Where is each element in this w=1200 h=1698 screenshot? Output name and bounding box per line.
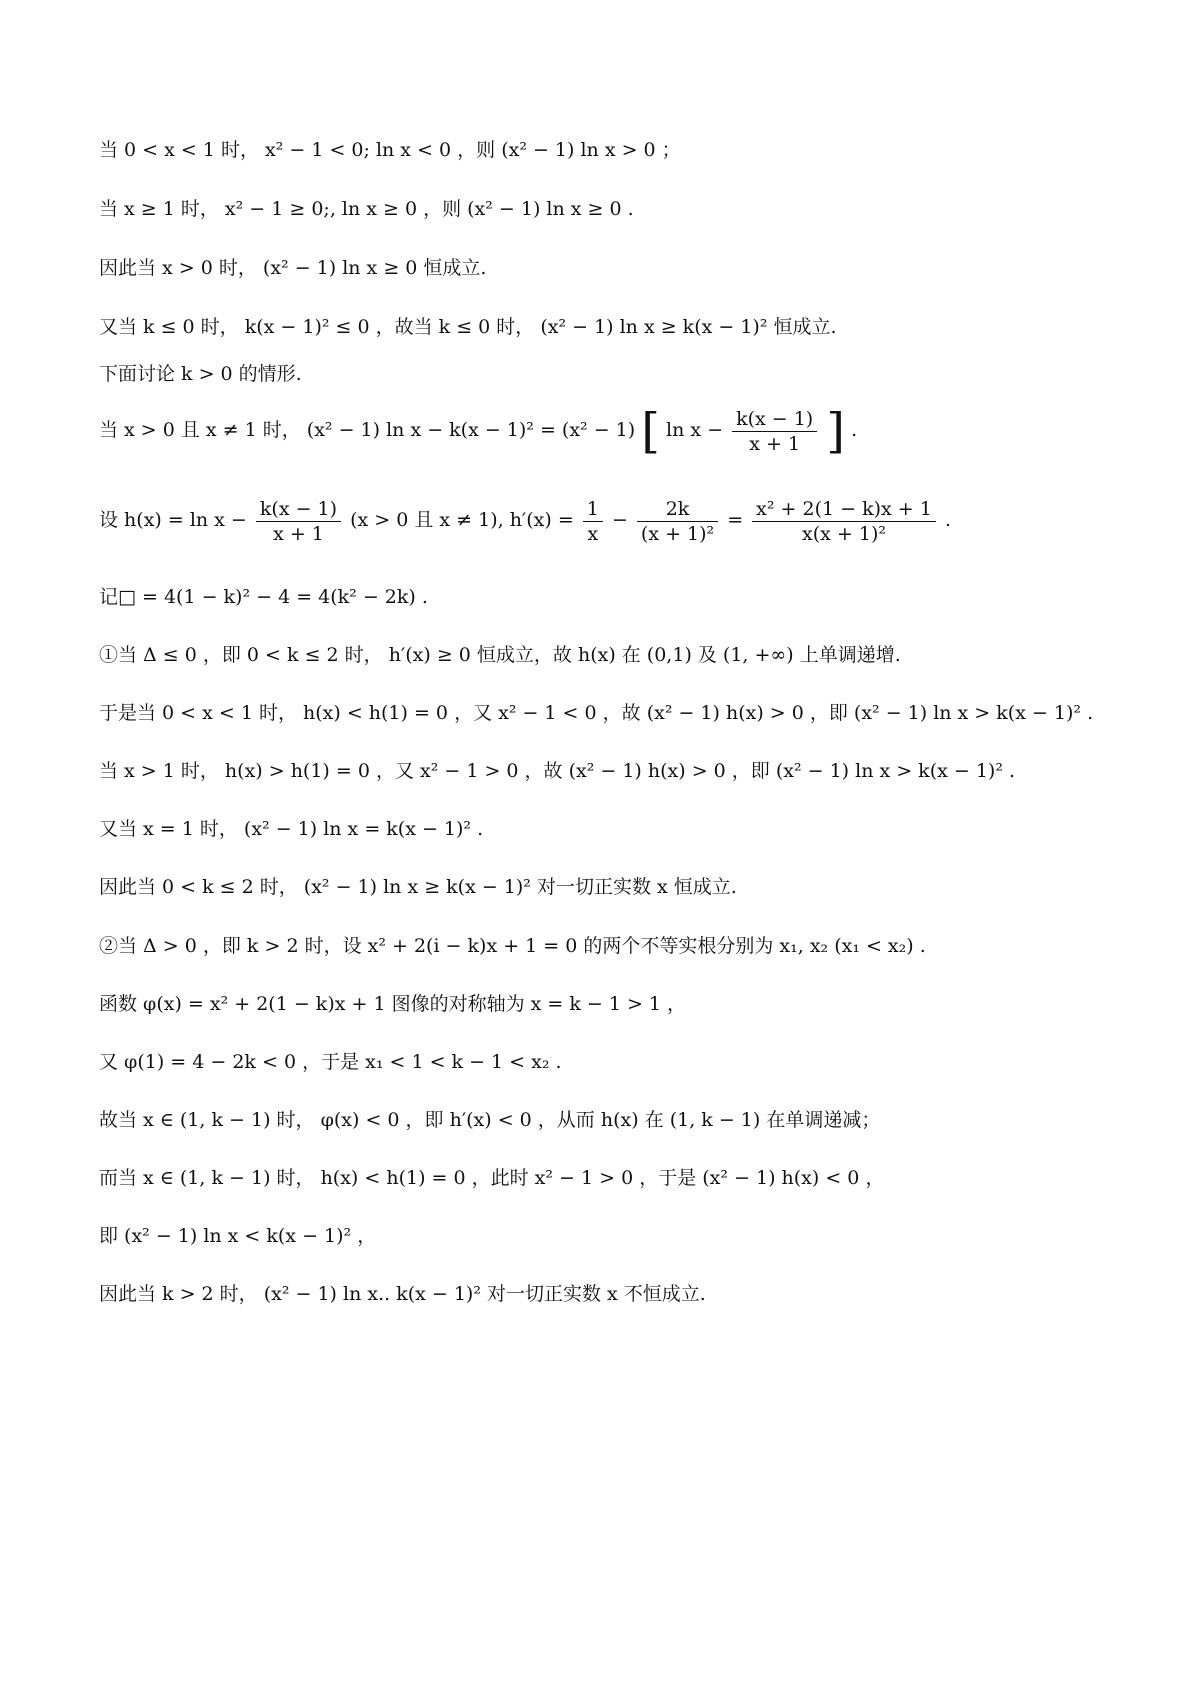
text-line-9: ①当 Δ ≤ 0 ，即 0 < k ≤ 2 时， h′(x) ≥ 0 恒成立，故 h(x) 在 (0,1) 及 (1, +∞) 上单调递增. — [99, 644, 901, 666]
line7-pre: 设 h(x) = ln x − — [99, 509, 247, 531]
line7-minus: − — [611, 509, 628, 531]
text-line-7 — [99, 490, 951, 550]
text-line-5: 下面讨论 k > 0 的情形. — [99, 363, 302, 385]
text-line-16: 又 φ(1) = 4 − 2k < 0 ，于是 x₁ < 1 < k − 1 < x₂ . — [99, 1051, 562, 1073]
text-line-13: 因此当 0 < k ≤ 2 时， (x² − 1) ln x ≥ k(x − 1)² 对一切正实数 x 恒成立. — [99, 876, 737, 898]
line7-mid: (x > 0 且 x ≠ 1), h′(x) = — [350, 509, 574, 531]
fraction-3 — [637, 497, 718, 546]
right-bracket: ] — [826, 403, 846, 459]
line7-post: . — [944, 509, 951, 531]
text-line-18: 而当 x ∈ (1, k − 1) 时， h(x) < h(1) = 0 ，此时 x² − 1 > 0 ，于是 (x² − 1) h(x) < 0 ， — [99, 1167, 885, 1189]
fraction-3-denominator: (x + 1)² — [640, 522, 715, 545]
fraction-4 — [752, 497, 936, 546]
text-line-2: 当 x ≥ 1 时， x² − 1 ≥ 0;, ln x ≥ 0 ，则 (x² − 1) ln x ≥ 0 . — [99, 198, 634, 220]
text-line-15: 函数 φ(x) = x² + 2(1 − k)x + 1 图像的对称轴为 x = k − 1 > 1 ， — [99, 993, 687, 1015]
fraction-2-numerator: 1 — [583, 497, 603, 522]
left-bracket: [ — [641, 403, 660, 459]
text-line-19: 即 (x² − 1) ln x < k(x − 1)² ， — [99, 1225, 377, 1247]
text-line-3: 因此当 x > 0 时， (x² − 1) ln x ≥ 0 恒成立. — [99, 257, 487, 279]
fraction-1-numerator: k(x − 1) — [256, 497, 341, 522]
text-line-20: 因此当 k > 2 时， (x² − 1) ln x.. k(x − 1)² 对一切正实数 x 不恒成立. — [99, 1283, 706, 1305]
text-line-10: 于是当 0 < x < 1 时， h(x) < h(1) = 0 ，又 x² − 1 < 0 ，故 (x² − 1) h(x) > 0 ，即 (x² − 1) ln x > k(x − 1)² . — [99, 702, 1094, 724]
text-line-11: 当 x > 1 时， h(x) > h(1) = 0 ，又 x² − 1 > 0 ，故 (x² − 1) h(x) > 0 ，即 (x² − 1) ln x > k(x − 1)² . — [99, 760, 1016, 782]
text-line-14: ②当 Δ > 0 ，即 k > 2 时，设 x² + 2(i − k)x + 1 = 0 的两个不等实根分别为 x₁, x₂ (x₁ < x₂) . — [99, 935, 926, 957]
fraction-2-denominator: x — [587, 522, 599, 545]
fraction-denominator: x + 1 — [749, 432, 801, 455]
line6-pre: 当 x > 0 且 x ≠ 1 时， (x² − 1) ln x − k(x − 1)² = (x² − 1) — [99, 419, 636, 441]
text-line-6 — [99, 400, 857, 460]
fraction-k-over-x-plus-1 — [732, 407, 817, 456]
line6-mid: ln x − — [666, 419, 724, 441]
text-line-1: 当 0 < x < 1 时， x² − 1 < 0; ln x < 0 ，则 (x² − 1) ln x > 0 ； — [99, 139, 681, 161]
fraction-numerator: k(x − 1) — [732, 407, 817, 432]
text-line-17: 故当 x ∈ (1, k − 1) 时， φ(x) < 0 ，即 h′(x) < 0 ，从而 h(x) 在 (1, k − 1) 在单调递减； — [99, 1109, 881, 1131]
fraction-4-numerator: x² + 2(1 − k)x + 1 — [752, 497, 936, 522]
fraction-2 — [583, 497, 603, 546]
line7-eq: = — [727, 509, 744, 531]
fraction-1 — [256, 497, 341, 546]
fraction-1-denominator: x + 1 — [273, 522, 324, 545]
text-line-8: 记□ = 4(1 − k)² − 4 = 4(k² − 2k) . — [99, 586, 428, 608]
fraction-3-numerator: 2k — [637, 497, 718, 522]
line6-post: . — [851, 419, 858, 441]
fraction-4-denominator: x(x + 1)² — [802, 522, 886, 545]
text-line-4: 又当 k ≤ 0 时， k(x − 1)² ≤ 0 ，故当 k ≤ 0 时， (x² − 1) ln x ≥ k(x − 1)² 恒成立. — [99, 316, 837, 338]
text-line-12: 又当 x = 1 时， (x² − 1) ln x = k(x − 1)² . — [99, 818, 484, 840]
